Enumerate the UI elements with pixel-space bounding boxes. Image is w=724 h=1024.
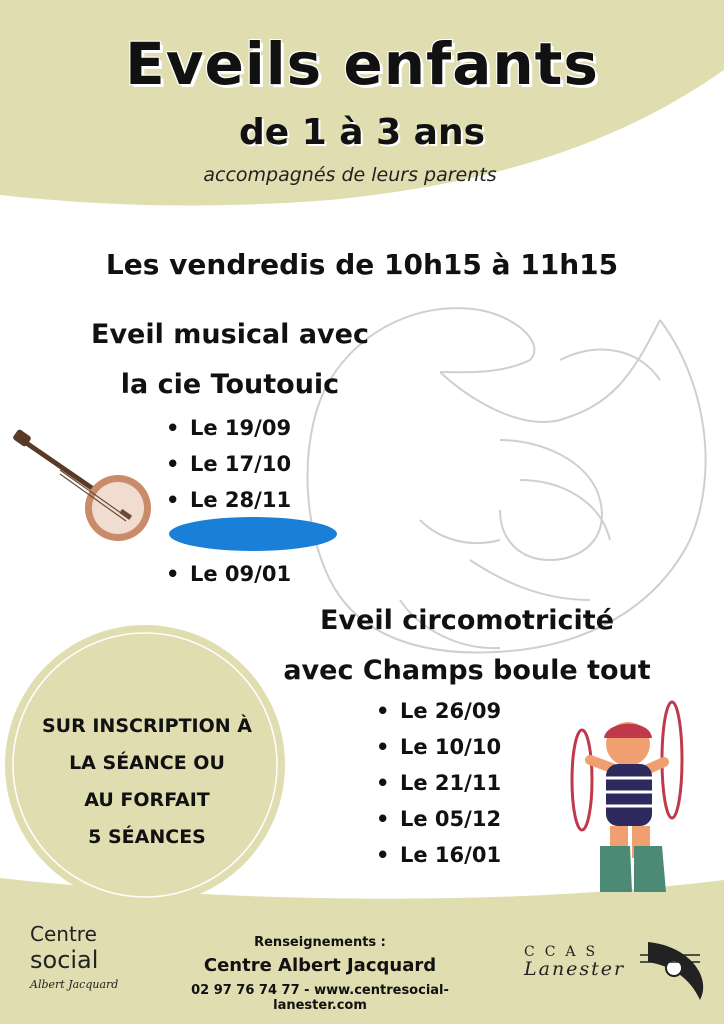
bullet-icon: • bbox=[166, 562, 180, 586]
list-item bbox=[376, 837, 576, 873]
circo-title-line1: Eveil circomotricité bbox=[319, 605, 615, 636]
bullet-icon: • bbox=[376, 771, 390, 795]
inscription-line4: 5 SÉANCES bbox=[88, 826, 206, 848]
bullet-icon: • bbox=[376, 735, 390, 759]
inscription-line2: LA SÉANCE OU bbox=[69, 752, 225, 774]
circo-section bbox=[262, 596, 672, 696]
bullet-icon: • bbox=[376, 807, 390, 831]
list-item bbox=[166, 482, 366, 518]
musical-dates-list bbox=[166, 410, 366, 518]
date-label: Le 17/10 bbox=[190, 452, 292, 476]
inscription-line1: SUR INSCRIPTION À bbox=[42, 715, 252, 737]
centre-social-logo-line1: Centre bbox=[30, 922, 97, 946]
musical-title-line2: la cie Toutouic bbox=[120, 369, 340, 400]
date-label: Le 05/12 bbox=[400, 807, 502, 831]
inscription-text bbox=[22, 708, 272, 856]
schedule-line: Les vendredis de 10h15 à 11h15 bbox=[105, 248, 619, 281]
banjo-icon bbox=[12, 428, 151, 541]
date-label: Le 16/01 bbox=[400, 843, 502, 867]
bullet-icon: • bbox=[166, 488, 180, 512]
date-label: Le 10/10 bbox=[400, 735, 502, 759]
circo-dates-list bbox=[376, 693, 576, 873]
list-item bbox=[376, 801, 576, 837]
date-label: Le 26/09 bbox=[400, 699, 502, 723]
centre-social-logo bbox=[30, 922, 130, 991]
list-item bbox=[376, 765, 576, 801]
inscription-line3: AU FORFAIT bbox=[84, 789, 210, 811]
ccas-logo-line2: Lanester bbox=[524, 958, 626, 980]
ccas-logo bbox=[524, 944, 634, 980]
poster-tagline: accompagnés de leurs parents bbox=[203, 164, 497, 186]
date-label: Le 19/09 bbox=[190, 416, 292, 440]
centre-social-logo-line3: Albert Jacquard bbox=[30, 978, 119, 991]
poster-title: Eveils enfants bbox=[125, 30, 599, 98]
list-item bbox=[166, 446, 366, 482]
footer-contact: 02 97 76 74 77 - www.centresocial-lanester.com bbox=[191, 983, 449, 1013]
bullet-icon: • bbox=[376, 699, 390, 723]
list-item bbox=[166, 410, 366, 446]
list-item bbox=[376, 693, 576, 729]
footer-name: Centre Albert Jacquard bbox=[203, 955, 437, 976]
list-item bbox=[376, 729, 576, 765]
ccas-logo-line1: CCAS bbox=[524, 944, 606, 960]
musical-dates-list-after bbox=[166, 556, 366, 592]
redaction-mark bbox=[169, 517, 337, 551]
date-label: Le 09/01 bbox=[190, 562, 292, 586]
child-with-hoops-icon bbox=[572, 702, 682, 892]
centre-social-logo-line2: social bbox=[30, 946, 99, 974]
musical-title-line1: Eveil musical avec bbox=[91, 319, 369, 350]
musical-section bbox=[70, 310, 390, 410]
date-label: Le 21/11 bbox=[400, 771, 502, 795]
footer-label: Renseignements : bbox=[254, 935, 386, 950]
poster-subtitle: de 1 à 3 ans bbox=[238, 112, 486, 153]
bullet-icon: • bbox=[166, 416, 180, 440]
bullet-icon: • bbox=[376, 843, 390, 867]
date-label: Le 28/11 bbox=[190, 488, 292, 512]
bullet-icon: • bbox=[166, 452, 180, 476]
list-item bbox=[166, 556, 366, 592]
circo-title-line2: avec Champs boule tout bbox=[283, 655, 651, 686]
